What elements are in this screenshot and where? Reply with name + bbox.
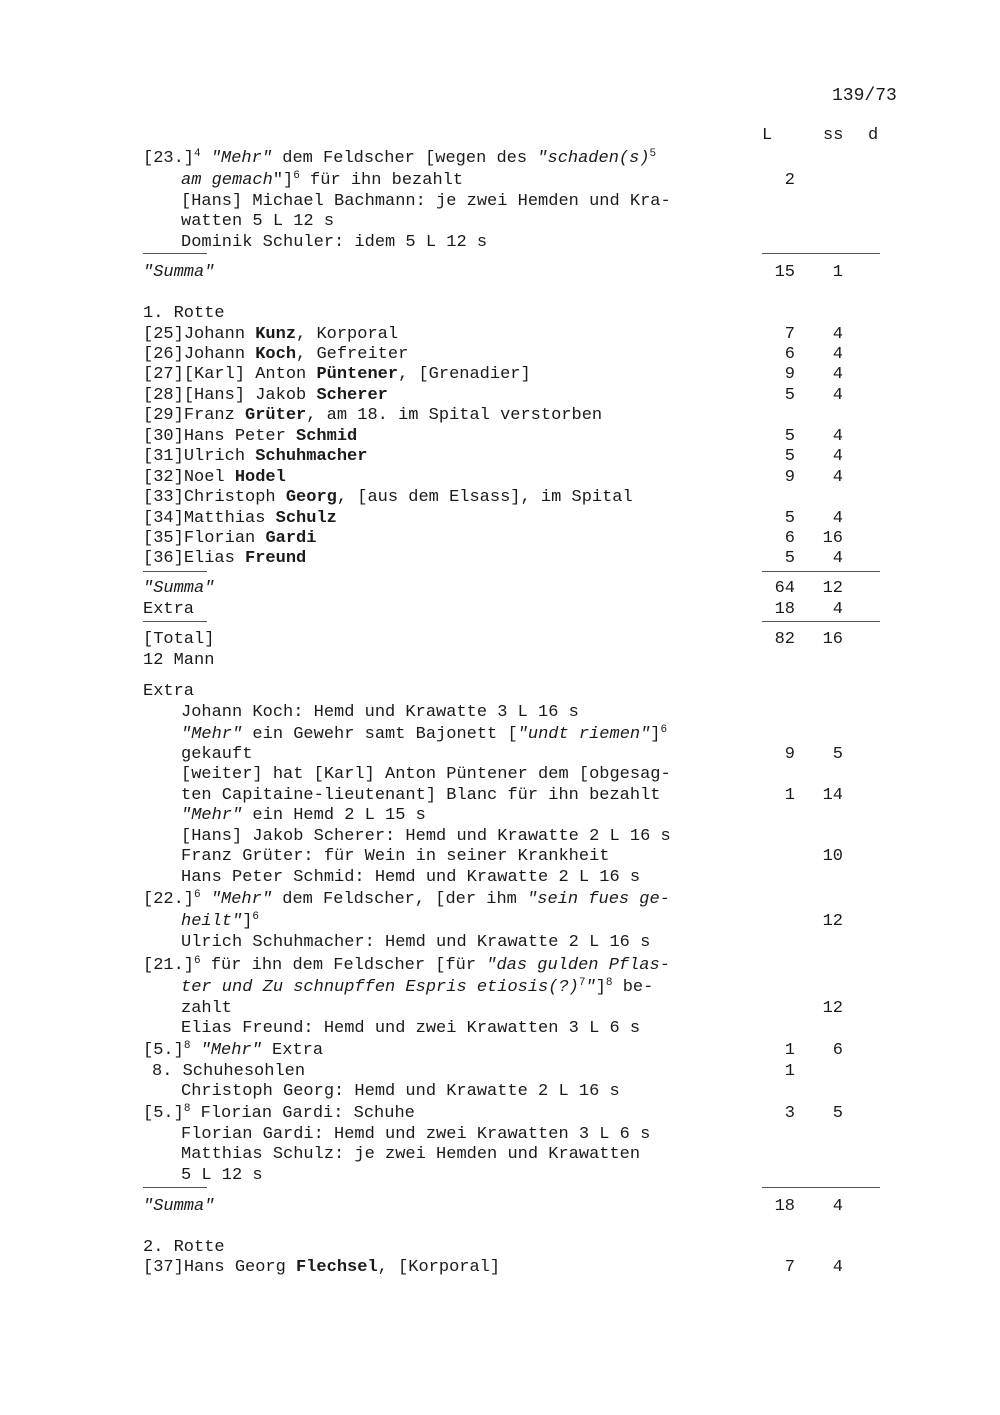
entry-text <box>143 1237 225 1258</box>
amount-ss: 4 <box>832 365 843 384</box>
entry-text <box>181 724 667 745</box>
entry-segment: "Mehr" <box>200 1041 262 1060</box>
ledger-line <box>0 1040 1000 1061</box>
entry-segment: Hodel <box>234 468 286 487</box>
ledger-line <box>0 262 1000 283</box>
entry-segment: [32] <box>143 468 184 487</box>
footnote-ref: 8 <box>183 1103 191 1115</box>
footnote-ref: 5 <box>649 148 657 160</box>
ledger-line <box>0 1237 1000 1258</box>
entry-text <box>143 446 367 467</box>
rule <box>143 253 207 254</box>
entry-segment: [Hans] Michael Bachmann: je zwei Hemden und Kra- <box>181 192 671 211</box>
entry-segment: "schaden(s) <box>537 149 650 168</box>
entry-segment: [Total] <box>143 630 215 649</box>
amount-l: 5 <box>784 447 795 466</box>
amount-l: 18 <box>774 600 795 619</box>
amount-ss: 4 <box>832 427 843 446</box>
ledger-line <box>0 650 1000 671</box>
entry-segment: Püntener <box>316 365 399 384</box>
entry-text <box>143 578 214 599</box>
entry-segment: Freund <box>245 549 307 568</box>
rule <box>762 253 880 254</box>
amount-ss: 4 <box>832 325 843 344</box>
entry-segment: [Hans] Jakob <box>183 386 317 405</box>
amount-ss: 4 <box>832 600 843 619</box>
entry-segment: Florian <box>183 529 266 548</box>
entry-segment: Matthias Schulz: je zwei Hemden und Krawatten <box>181 1145 641 1164</box>
entry-text <box>143 148 656 169</box>
entry-segment: Extra <box>261 1041 324 1060</box>
entry-segment: , Korporal <box>296 325 399 344</box>
ledger-line <box>0 467 1000 488</box>
entry-segment: Ulrich Schuhmacher: Hemd und Krawatte 2 L 16 s <box>181 933 651 952</box>
ledger-line <box>0 744 1000 765</box>
amount-l: 6 <box>784 345 795 364</box>
amount-l: 1 <box>784 1041 795 1060</box>
entry-segment: ] <box>650 725 661 744</box>
amount-l: 7 <box>784 325 795 344</box>
entry-segment: Johann Koch: Hemd und Krawatte 3 L 16 s <box>181 703 579 722</box>
entry-segment: "das gulden Pflas- <box>486 956 670 975</box>
ledger-line <box>0 148 1000 169</box>
entry-text <box>181 977 653 998</box>
ledger-line <box>0 364 1000 385</box>
amount-ss: 5 <box>832 1104 843 1123</box>
entry-segment: "Mehr" <box>181 725 243 744</box>
entry-segment: Matthias <box>183 509 276 528</box>
ledger-line <box>0 702 1000 723</box>
amount-l: 5 <box>784 509 795 528</box>
ledger-line <box>0 826 1000 847</box>
ledger-line <box>0 1124 1000 1145</box>
entry-segment: 12 Mann <box>143 651 215 670</box>
ledger-line <box>0 681 1000 702</box>
entry-segment: am gemach <box>181 171 273 190</box>
entry-text <box>143 487 633 508</box>
ledger-line <box>0 1103 1000 1124</box>
entry-segment: "sein fues ge- <box>527 890 670 909</box>
footnote-ref: 8 <box>183 1040 191 1052</box>
entry-segment: für ihn bezahlt <box>299 171 464 190</box>
entry-segment: , [Korporal] <box>377 1258 501 1277</box>
entry-segment: ein Gewehr samt Bajonett [ <box>242 725 518 744</box>
rule <box>143 571 207 572</box>
entry-segment: Kunz <box>255 325 297 344</box>
entry-text <box>181 805 426 826</box>
entry-segment: Schuhmacher <box>255 447 368 466</box>
column-header-d: d <box>868 126 879 145</box>
rule <box>762 621 880 622</box>
ledger-line <box>0 932 1000 953</box>
entry-text <box>143 385 388 406</box>
rule <box>762 1187 880 1188</box>
ledger-line <box>0 805 1000 826</box>
amount-ss: 12 <box>822 912 843 931</box>
amount-ss: 16 <box>822 529 843 548</box>
ledger-line <box>0 1061 1000 1082</box>
entry-segment: Elias Freund: Hemd und zwei Krawatten 3 L 6 s <box>181 1019 641 1038</box>
entry-segment <box>201 149 211 168</box>
amount-ss: 12 <box>822 999 843 1018</box>
entry-segment: "] <box>272 171 294 190</box>
entry-segment: Grüter <box>245 406 307 425</box>
entry-text <box>181 170 463 191</box>
entry-text <box>143 426 357 447</box>
footnote-ref: 7 <box>578 977 586 989</box>
amount-l: 18 <box>774 1197 795 1216</box>
ledger-line <box>0 324 1000 345</box>
amount-ss: 6 <box>832 1041 843 1060</box>
entry-text <box>143 364 531 385</box>
entry-text <box>181 1124 650 1145</box>
amount-l: 1 <box>784 786 795 805</box>
amount-ss: 10 <box>822 847 843 866</box>
ledger-line <box>0 846 1000 867</box>
entry-text <box>143 650 214 671</box>
entry-segment: Hans Peter <box>183 427 297 446</box>
amount-l: 5 <box>784 549 795 568</box>
entry-segment <box>190 1041 200 1060</box>
footnote-ref: 6 <box>194 955 201 967</box>
entry-segment: ] <box>595 978 606 997</box>
ledger-line <box>0 785 1000 806</box>
entry-text <box>181 764 671 785</box>
ledger-line <box>0 1018 1000 1039</box>
amount-ss: 4 <box>832 386 843 405</box>
entry-segment: Christoph Georg: Hemd und Krawatte 2 L 16 s <box>181 1082 620 1101</box>
entry-segment: heilt" <box>181 912 243 931</box>
entry-text <box>181 1144 640 1165</box>
entry-segment: [26] <box>143 345 184 364</box>
entry-segment: Elias <box>183 549 246 568</box>
footnote-ref: 6 <box>194 889 201 901</box>
entry-segment: "Mehr" <box>210 149 273 168</box>
entry-text <box>143 548 306 569</box>
entry-text <box>143 1040 323 1061</box>
amount-ss: 4 <box>832 549 843 568</box>
amount-l: 9 <box>784 745 795 764</box>
amount-l: 5 <box>784 427 795 446</box>
amount-ss: 4 <box>832 345 843 364</box>
entry-segment: ein Hemd 2 L 15 s <box>242 806 426 825</box>
entry-segment: ter und Zu schnupffen Espris etiosis(?) <box>181 978 579 997</box>
entry-segment: 5 L 12 s <box>181 1166 263 1185</box>
entry-text <box>143 681 194 702</box>
amount-ss: 4 <box>832 509 843 528</box>
entry-segment: ten Capitaine-lieutenant] Blanc für ihn bezahlt <box>181 786 661 805</box>
entry-text <box>152 1061 305 1082</box>
amount-l: 15 <box>774 263 795 282</box>
entry-text <box>143 508 337 529</box>
ledger-line <box>0 867 1000 888</box>
entry-text <box>143 1103 415 1124</box>
entry-segment: Christoph <box>183 488 286 507</box>
entry-text <box>181 1081 620 1102</box>
rule <box>762 571 880 572</box>
ledger-line <box>0 508 1000 529</box>
entry-text <box>181 867 640 888</box>
entry-segment: , Gefreiter <box>296 345 409 364</box>
ledger-line <box>0 528 1000 549</box>
footnote-ref: 4 <box>194 148 201 160</box>
entry-segment: für ihn dem Feldscher [für <box>200 956 487 975</box>
entry-text <box>143 528 316 549</box>
ledger-line <box>0 487 1000 508</box>
amount-ss: 1 <box>832 263 843 282</box>
entry-segment: be- <box>612 978 654 997</box>
entry-text <box>143 303 225 324</box>
entry-text <box>143 262 214 283</box>
entry-text <box>181 702 579 723</box>
entry-segment: Hans Peter Schmid: Hemd und Krawatte 2 L 16 s <box>181 868 641 887</box>
entry-text <box>181 998 232 1019</box>
amount-l: 1 <box>784 1062 795 1081</box>
entry-segment: 1. Rotte <box>143 304 225 323</box>
entry-segment: "Mehr" <box>181 806 243 825</box>
entry-segment: watten 5 L 12 s <box>181 212 335 231</box>
entry-text <box>143 405 602 426</box>
ledger-line <box>0 344 1000 365</box>
ledger-line <box>0 405 1000 426</box>
ledger-line <box>0 1196 1000 1217</box>
entry-segment: Extra <box>143 682 195 701</box>
entry-segment: Johann <box>183 345 256 364</box>
entry-segment: Johann <box>183 325 256 344</box>
entry-text <box>181 232 487 253</box>
ledger-line <box>0 629 1000 650</box>
ledger-line <box>0 764 1000 785</box>
amount-ss: 4 <box>832 468 843 487</box>
entry-segment: Extra <box>143 600 195 619</box>
amount-ss: 5 <box>832 745 843 764</box>
entry-text <box>181 911 259 932</box>
entry-text <box>143 1196 214 1217</box>
ledger-line <box>0 232 1000 253</box>
ledger-line <box>0 1257 1000 1278</box>
ledger-line <box>0 385 1000 406</box>
ledger-line <box>0 303 1000 324</box>
ledger-line <box>0 955 1000 976</box>
entry-segment: [25] <box>143 325 184 344</box>
ledger-line <box>0 170 1000 191</box>
ledger-line <box>0 724 1000 745</box>
entry-segment: Ulrich <box>183 447 256 466</box>
entry-segment: [37] <box>143 1258 184 1277</box>
ledger-line <box>0 1081 1000 1102</box>
entry-segment: [Karl] Anton <box>183 365 317 384</box>
amount-l: 5 <box>784 386 795 405</box>
entry-text <box>143 324 398 345</box>
entry-text <box>143 599 194 620</box>
footnote-ref: 8 <box>605 977 613 989</box>
entry-segment: Franz Grüter: für Wein in seiner Krankheit <box>181 847 610 866</box>
entry-segment: [27] <box>143 365 184 384</box>
entry-segment: [29] <box>143 406 184 425</box>
entry-segment: [36] <box>143 549 184 568</box>
amount-l: 3 <box>784 1104 795 1123</box>
entry-text <box>181 1165 263 1186</box>
entry-segment: Gardi <box>265 529 317 548</box>
ledger-line <box>0 191 1000 212</box>
entry-segment: Hans Georg <box>183 1258 297 1277</box>
entry-segment: "Summa" <box>143 1197 215 1216</box>
entry-text <box>181 846 609 867</box>
amount-ss: 4 <box>832 1197 843 1216</box>
entry-text <box>181 744 252 765</box>
ledger-line <box>0 998 1000 1019</box>
entry-segment: Franz <box>183 406 246 425</box>
entry-segment: [34] <box>143 509 184 528</box>
amount-l: 9 <box>784 468 795 487</box>
entry-text <box>143 889 670 910</box>
amount-l: 6 <box>784 529 795 548</box>
amount-l: 9 <box>784 365 795 384</box>
ledger-line <box>0 578 1000 599</box>
footnote-ref: 6 <box>252 911 260 923</box>
entry-text <box>181 1018 640 1039</box>
amount-ss: 12 <box>822 579 843 598</box>
ledger-line <box>0 1165 1000 1186</box>
rule <box>143 621 207 622</box>
ledger-line <box>0 911 1000 932</box>
entry-segment: [28] <box>143 386 184 405</box>
ledger-line <box>0 548 1000 569</box>
entry-text <box>181 191 671 212</box>
footnote-ref: 6 <box>660 724 668 736</box>
entry-text <box>143 344 408 365</box>
entry-segment: [31] <box>143 447 184 466</box>
entry-segment <box>201 890 211 909</box>
entry-segment: "Summa" <box>143 579 215 598</box>
amount-l: 7 <box>784 1258 795 1277</box>
entry-text <box>143 467 286 488</box>
entry-segment: Koch <box>255 345 297 364</box>
entry-segment: 2. Rotte <box>143 1238 225 1257</box>
entry-segment: [21.] <box>143 956 195 975</box>
amount-l: 2 <box>784 171 795 190</box>
entry-segment: Noel <box>183 468 235 487</box>
entry-segment: 8. Schuhesohlen <box>152 1062 306 1081</box>
entry-segment: [5.] <box>143 1104 184 1123</box>
footnote-ref: 6 <box>293 170 300 182</box>
entry-segment: "Mehr" <box>210 890 273 909</box>
entry-segment: [30] <box>143 427 184 446</box>
entry-segment: Flechsel <box>296 1258 378 1277</box>
amount-ss: 14 <box>822 786 843 805</box>
column-header-l: L <box>762 126 773 145</box>
entry-segment: , am 18. im Spital verstorben <box>306 406 603 425</box>
entry-segment: , [Grenadier] <box>398 365 531 384</box>
entry-text <box>181 826 671 847</box>
ledger-line <box>0 977 1000 998</box>
entry-segment: " <box>585 978 596 997</box>
ledger-line <box>0 426 1000 447</box>
entry-segment: [5.] <box>143 1041 184 1060</box>
entry-segment: Georg <box>285 488 337 507</box>
amount-l: 64 <box>774 579 795 598</box>
ledger-line <box>0 889 1000 910</box>
entry-segment: gekauft <box>181 745 253 764</box>
entry-segment: Schmid <box>296 427 358 446</box>
ledger-line <box>0 599 1000 620</box>
amount-l: 82 <box>774 630 795 649</box>
entry-segment: Scherer <box>316 386 388 405</box>
entry-segment: "Summa" <box>143 263 215 282</box>
entry-segment: Florian Gardi: Hemd und zwei Krawatten 3 L 6 s <box>181 1125 651 1144</box>
amount-ss: 16 <box>822 630 843 649</box>
entry-segment: , [aus dem Elsass], im Spital <box>336 488 633 507</box>
ledger-line <box>0 1144 1000 1165</box>
entry-segment: dem Feldscher, [der ihm <box>272 890 528 909</box>
entry-text <box>143 629 214 650</box>
entry-segment: [33] <box>143 488 184 507</box>
entry-segment: Florian Gardi: Schuhe <box>190 1104 415 1123</box>
amount-ss: 4 <box>832 447 843 466</box>
entry-segment: Dominik Schuler: idem 5 L 12 s <box>181 233 488 252</box>
entry-segment: [22.] <box>143 890 195 909</box>
entry-text <box>143 955 670 976</box>
ledger-line <box>0 211 1000 232</box>
entry-segment: dem Feldscher [wegen des <box>272 149 538 168</box>
amount-ss: 4 <box>832 1258 843 1277</box>
entry-segment: "undt riemen" <box>517 725 651 744</box>
page-number: 139/73 <box>832 86 897 106</box>
entry-segment: ] <box>242 912 253 931</box>
entry-segment: [35] <box>143 529 184 548</box>
entry-segment: [23.] <box>143 149 195 168</box>
rule <box>143 1187 207 1188</box>
ledger-line <box>0 446 1000 467</box>
entry-segment: [weiter] hat [Karl] Anton Püntener dem [obgesag- <box>181 765 671 784</box>
entry-segment: Schulz <box>275 509 337 528</box>
entry-text <box>143 1257 500 1278</box>
entry-text <box>181 211 334 232</box>
column-header-ss: ss <box>823 126 844 145</box>
entry-text <box>181 785 660 806</box>
entry-segment: zahlt <box>181 999 233 1018</box>
entry-segment: [Hans] Jakob Scherer: Hemd und Krawatte 2 L 16 s <box>181 827 671 846</box>
entry-text <box>181 932 650 953</box>
